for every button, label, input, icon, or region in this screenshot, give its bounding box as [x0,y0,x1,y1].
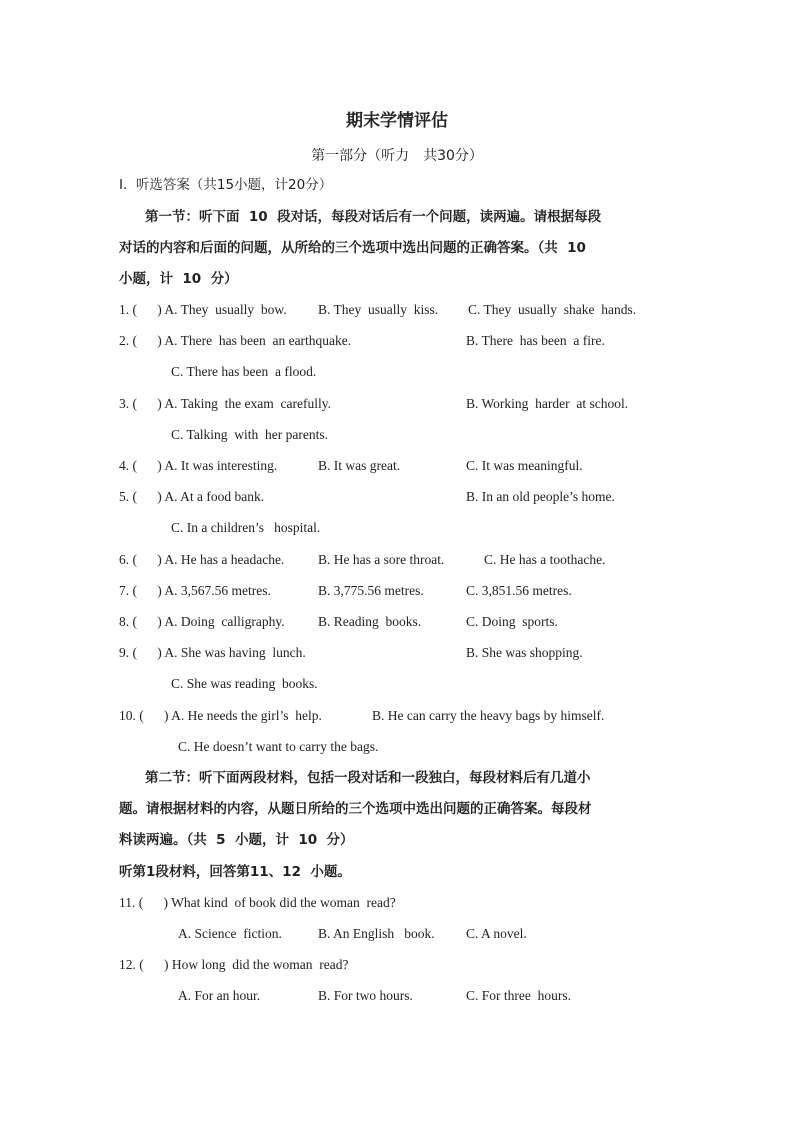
question-2-option-b: B. There has been a fire. [466,333,605,348]
question-8-option-c: C. Doing sports. [466,614,558,629]
question-4-option-b: B. It was great. [318,458,401,473]
question-2-stem-a: 2. ( ) A. There has been an earthquake. [119,333,352,348]
part-subtitle: 第一部分（听力 共30分） [311,148,483,164]
question-6-option-b: B. He has a sore throat. [318,552,445,567]
question-6-stem-a: 6. ( ) A. He has a headache. [119,552,285,567]
question-7-option-b: B. 3,775.56 metres. [318,583,424,598]
section-heading: I. 听选答案（共15小题，计20分） [119,177,333,193]
question-5-stem-a: 5. ( ) A. At a food bank. [119,489,265,504]
part2-instruction-line1: 第二节：听下面两段材料，包括一段对话和一段独白，每段材料后有几道小 [145,770,591,786]
question-12-option-a: A. For an hour. [178,988,261,1003]
question-10-stem-a: 10. ( ) A. He needs the girl’s help. [119,708,322,723]
question-1-option-c: C. They usually shake hands. [468,302,637,317]
question-1-option-b: B. They usually kiss. [318,302,439,317]
part2-instruction-line3: 料读两遍。（共 5 小题，计 10 分） [119,832,354,848]
part1-instruction-line3: 小题，计 10 分） [119,271,238,287]
question-3-stem-a: 3. ( ) A. Taking the exam carefully. [119,396,331,411]
part1-instruction-line2: 对话的内容和后面的问题，从所给的三个选项中选出问题的正确答案。（共 10 [119,240,586,256]
question-12-stem: 12. ( ) How long did the woman read? [119,957,349,972]
question-9-option-c: C. She was reading books. [171,676,318,691]
question-8-option-b: B. Reading books. [318,614,422,629]
question-11-option-a: A. Science fiction. [178,926,282,941]
question-11-stem: 11. ( ) What kind of book did the woman read? [119,895,396,910]
page-title: 期末学情评估 [346,111,448,131]
question-4-option-c: C. It was meaningful. [466,458,583,473]
question-9-stem-a: 9. ( ) A. She was having lunch. [119,645,306,660]
part1-instruction-line1: 第一节：听下面 10 段对话，每段对话后有一个问题，读两遍。请根据每段 [145,209,602,225]
question-3-option-c: C. Talking with her parents. [171,427,329,442]
question-9-option-b: B. She was shopping. [466,645,583,660]
part2-instruction-line2: 题。请根据材料的内容，从题日所给的三个选项中选出问题的正确答案。每段材 [119,801,592,817]
question-1-stem-a: 1. ( ) A. They usually bow. [119,302,287,317]
question-10-option-b: B. He can carry the heavy bags by himself. [372,708,605,723]
question-4-stem-a: 4. ( ) A. It was interesting. [119,458,278,473]
question-3-option-b: B. Working harder at school. [466,396,629,411]
question-5-option-b: B. In an old people’s home. [466,489,615,504]
question-5-option-c: C. In a children’s hospital. [171,520,321,535]
question-6-option-c: C. He has a toothache. [484,552,606,567]
question-12-option-c: C. For three hours. [466,988,571,1003]
question-12-option-b: B. For two hours. [318,988,413,1003]
question-7-stem-a: 7. ( ) A. 3,567.56 metres. [119,583,271,598]
question-11-option-c: C. A novel. [466,926,527,941]
question-7-option-c: C. 3,851.56 metres. [466,583,572,598]
question-8-stem-a: 8. ( ) A. Doing calligraphy. [119,614,285,629]
question-10-option-c: C. He doesn’t want to carry the bags. [178,739,379,754]
question-2-option-c: C. There has been a flood. [171,364,317,379]
material-1-heading: 听第1段材料，回答第11、12 小题。 [119,864,351,880]
question-11-option-b: B. An English book. [318,926,435,941]
